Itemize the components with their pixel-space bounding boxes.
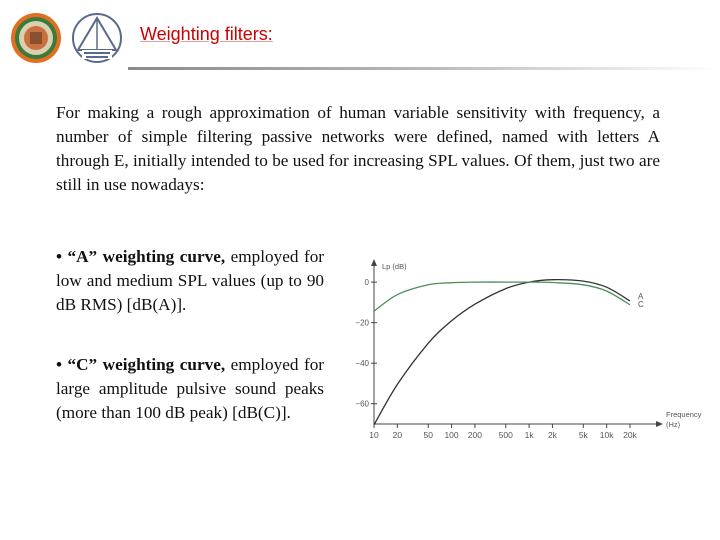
audio-lab-logo <box>68 12 126 64</box>
bullet-a-body: employed for low and medium SPL values (up to 90 dB RMS) [dB(A)]. <box>56 247 325 314</box>
bullet-c-heading: • “C” weighting curve, <box>56 355 226 374</box>
x-tick-label: 5k <box>578 430 588 440</box>
x-tick-label: 2k <box>547 430 557 440</box>
bullet-c-body: employed for large amplitude pulsive sound peaks (more than 100 dB peak) [dB(C)]. <box>56 355 325 422</box>
bullet-a-weighting <box>56 245 324 317</box>
x-tick-label: 20 <box>392 430 403 440</box>
x-tick-label: 50 <box>423 430 433 440</box>
bullet-a-heading: • “A” weighting curve, <box>56 247 226 266</box>
slide-title: Weighting filters: <box>140 24 273 44</box>
x-axis-arrow <box>656 421 663 427</box>
curve-a-weighting <box>374 280 630 425</box>
x-axis-title: Frequency <box>666 410 702 419</box>
university-seal-logo <box>10 12 62 64</box>
y-tick-label: −60 <box>355 399 369 409</box>
curve-c-weighting <box>374 282 630 311</box>
curve-c-label: C <box>638 299 644 309</box>
x-tick-label: 10 <box>369 430 379 440</box>
x-tick-label: 200 <box>467 430 482 440</box>
x-axis-unit: (Hz) <box>666 420 681 429</box>
weighting-curves-chart <box>338 258 710 444</box>
bullet-c-weighting <box>56 353 324 425</box>
intro-paragraph: For making a rough approximation of human variable sensitivity with frequency, a number of simple filtering passive networks were defined, named with letters A through E, initially intended to be used for increasing SPL values. Of them, just two are still in use nowadays: <box>56 103 660 194</box>
y-tick-label: −20 <box>355 318 369 328</box>
header-divider <box>128 67 720 70</box>
x-tick-label: 20k <box>623 430 637 440</box>
y-axis-title: Lp (dB) <box>382 262 407 271</box>
slide-header <box>0 0 720 72</box>
y-axis-arrow <box>371 259 377 266</box>
x-tick-label: 100 <box>444 430 459 440</box>
y-tick-label: 0 <box>364 278 369 288</box>
x-tick-label: 1k <box>524 430 534 440</box>
x-tick-label: 500 <box>498 430 513 440</box>
x-tick-label: 10k <box>599 430 614 440</box>
y-tick-label: −40 <box>355 359 369 369</box>
curve-a-label: A <box>638 291 644 301</box>
